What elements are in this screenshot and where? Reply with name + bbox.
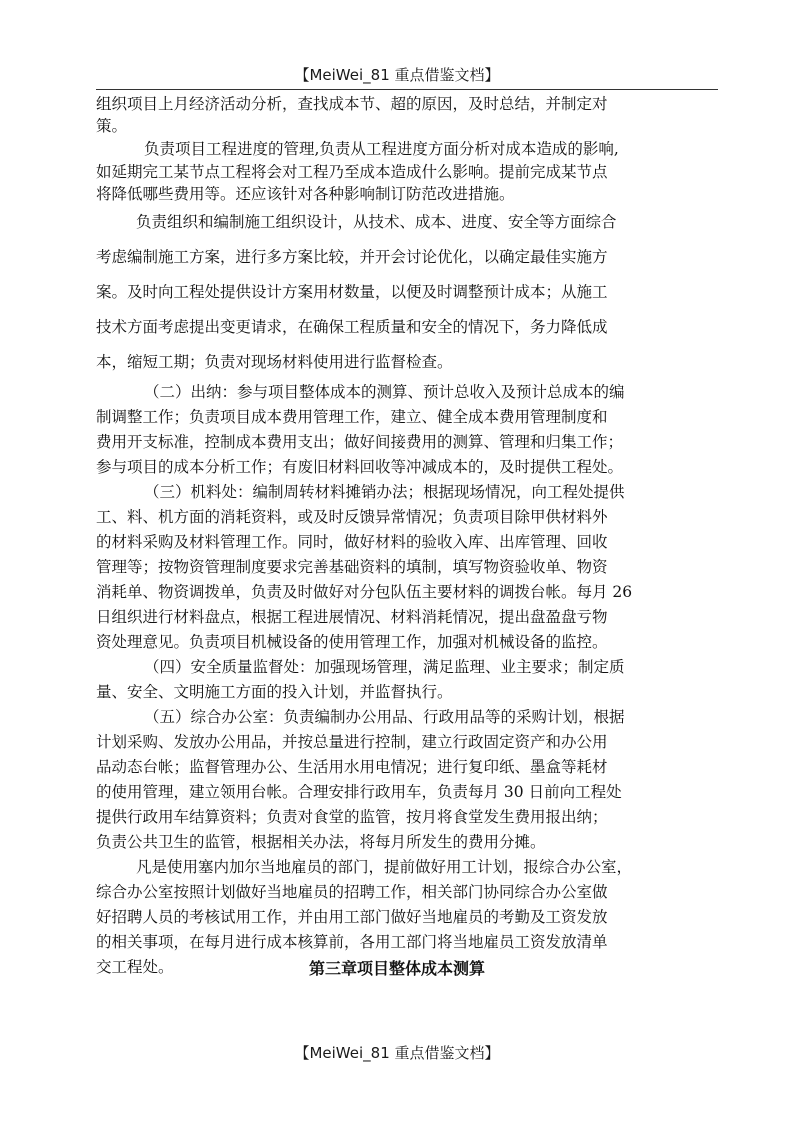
paragraph-line: 案。及时向工程处提供设计方案用材数量，以便及时调整预计成本；从施工 [96, 283, 608, 301]
paragraph-line: （五）综合办公室：负责编制办公用品、行政用品等的采购计划，根据 [144, 708, 625, 726]
paragraph-line: 综合办公室按照计划做好当地雇员的招聘工作，相关部门协同综合办公室做 [96, 883, 608, 901]
paragraph-line: 制调整工作；负责项目成本费用管理工作，建立、健全成本费用管理制度和 [96, 408, 608, 426]
paragraph-line: 日组织进行材料盘点，根据工程进展情况、材料消耗情况，提出盘盈盘亏物 [96, 608, 608, 626]
page-header: 【MeiWei_81 重点借鉴文档】 [294, 66, 500, 84]
paragraph-line: 组织项目上月经济活动分析，查找成本节、超的原因，及时总结，并制定对 [96, 95, 608, 113]
paragraph-line: 本，缩短工期；负责对现场材料使用进行监督检查。 [96, 353, 453, 371]
paragraph-line: （四）安全质量监督处：加强现场管理，满足监理、业主要求；制定质 [144, 658, 625, 676]
paragraph-line: 管理等；按物资管理制度要求完善基础资料的填制，填写物资验收单、物资 [96, 558, 608, 576]
page-footer: 【MeiWei_81 重点借鉴文档】 [294, 1044, 500, 1062]
paragraph-line: 的相关事项，在每月进行成本核算前，各用工部门将当地雇员工资发放清单 [96, 933, 608, 951]
paragraph-line: 如延期完工某节点工程将会对工程乃至成本造成什么影响。提前完成某节点 [96, 163, 608, 181]
paragraph-line: 考虑编制施工方案，进行多方案比较，并开会讨论优化，以确定最佳实施方 [96, 248, 608, 266]
paragraph-line: 消耗单、物资调拨单，负责及时做好对分包队伍主要材料的调拨台帐。每月 26 [96, 583, 633, 601]
paragraph-line: 品动态台帐；监督管理办公、生活用水用电情况；进行复印纸、墨盒等耗材 [96, 758, 608, 776]
paragraph-line: 量、安全、文明施工方面的投入计划，并监督执行。 [96, 683, 453, 701]
chapter-heading: 第三章项目整体成本测算 [308, 959, 485, 978]
paragraph-line: 参与项目的成本分析工作；有废旧材料回收等冲减成本的，及时提供工程处。 [96, 458, 624, 476]
header-divider [96, 89, 718, 90]
paragraph-line: 负责项目工程进度的管理,负责从工程进度方面分析对成本造成的影响, [144, 140, 619, 158]
paragraph-line: 将降低哪些费用等。还应该针对各种影响制订防范改进措施。 [96, 184, 515, 203]
paragraph-line: （三）机料处：编制周转材料摊销办法；根据现场情况，向工程处提供 [144, 483, 625, 501]
paragraph-line: 策。 [96, 116, 128, 135]
paragraph-line: （二）出纳：参与项目整体成本的测算、预计总收入及预计总成本的编 [144, 383, 625, 401]
paragraph-line: 提供行政用车结算资料；负责对食堂的监管，按月将食堂发生费用报出纳； [96, 808, 608, 826]
paragraph-line: 凡是使用塞内加尔当地雇员的部门，提前做好用工计划，报综合办公室， [136, 858, 633, 876]
paragraph-line: 交工程处。 [96, 958, 174, 976]
paragraph-line: 好招聘人员的考核试用工作，并由用工部门做好当地雇员的考勤及工资发放 [96, 908, 608, 926]
paragraph-line: 计划采购、发放办公用品，并按总量进行控制，建立行政固定资产和办公用 [96, 733, 608, 751]
paragraph-line: 技术方面考虑提出变更请求，在确保工程质量和安全的情况下，务力降低成 [96, 318, 608, 336]
paragraph-line: 资处理意见。负责项目机械设备的使用管理工作，加强对机械设备的监控。 [96, 633, 608, 651]
paragraph-line: 的材料采购及材料管理工作。同时，做好材料的验收入库、出库管理、回收 [96, 533, 608, 551]
paragraph-line: 工、料、机方面的消耗资料，或及时反馈异常情况；负责项目除甲供材料外 [96, 508, 608, 526]
paragraph-line: 的使用管理，建立领用台帐。合理安排行政用车，负责每月 30 日前向工程处 [96, 783, 622, 801]
paragraph-line: 负责公共卫生的监管，根据相关办法，将每月所发生的费用分摊。 [96, 833, 546, 851]
paragraph-line: 负责组织和编制施工组织设计，从技术、成本、进度、安全等方面综合 [136, 213, 617, 231]
document-body [96, 94, 720, 980]
paragraph-line: 费用开支标准，控制成本费用支出；做好间接费用的测算、管理和归集工作； [96, 433, 624, 451]
